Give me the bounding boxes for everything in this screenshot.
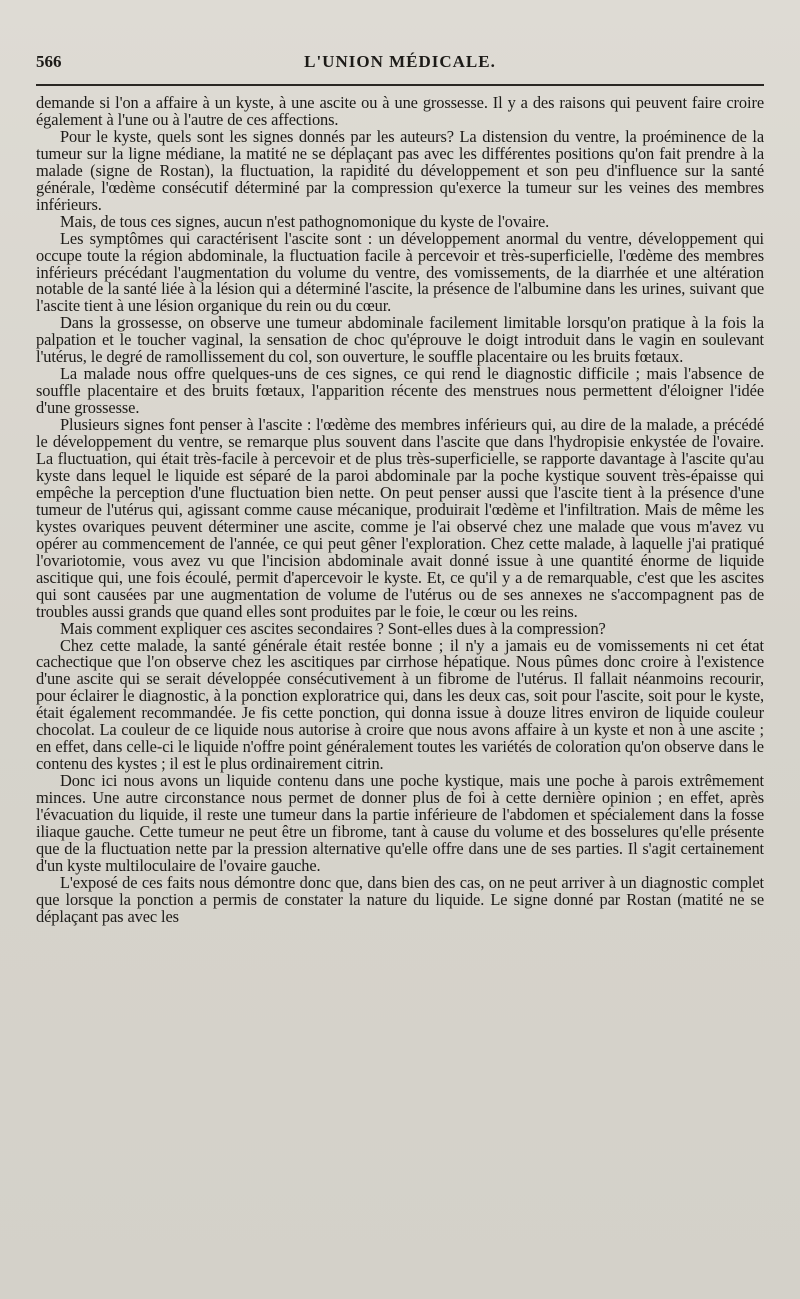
paragraph: La malade nous offre quelques-uns de ces signes, ce qui rend le diagnostic difficile ; mais l'absence de souffle placentaire et des bruits fœtaux, l'apparition récente des menstrues nous permettent d'éloigner l'idée d'une grossesse. [36,364,764,418]
paragraph: Mais, de tous ces signes, aucun n'est pathognomonique du kyste de l'ovaire. [60,211,550,231]
paragraph: L'exposé de ces faits nous démontre donc que, dans bien des cas, on ne peut arriver à un diagnostic complet que lorsque la ponction a permis de constater la nature du liquide. Le signe donné par Rostan (matité ne se déplaçant pas avec les [36,872,764,926]
running-title: L'UNION MÉDICALE. [304,52,496,71]
paragraph: Chez cette malade, la santé générale était restée bonne ; il n'y a jamais eu de vomissements ni cet état cachectique que l'on observe chez les ascitiques par cirrhose hépatique. Nous pûmes donc croire à l'existence d'une ascite qui se serait développée consécutivement à un fibrome de l'utérus. Il fallait néanmoins recourir, pour éclairer le diagnostic, à la ponction exploratrice qui, dans les deux cas, soit pour l'ascite, soit pour le kyste, était également recommandée. Je fis cette ponction, qui donna issue à douze litres environ de liquide couleur chocolat. La couleur de ce liquide nous autorise à croire que nous avons affaire à un kyste et non à une ascite ; en effet, dans celle-ci le liquide n'offre point généralement toutes les variétés de coloration qu'on observe dans le contenu des kystes ; il est le plus ordinairement citrin. [36,635,764,774]
header-rule [36,84,764,86]
paragraph: Plusieurs signes font penser à l'ascite : l'œdème des membres inférieurs qui, au dire de la malade, a précédé le développement du ventre, se remarque plus souvent dans l'ascite que dans l'hydropisie enkystée de l'ovaire. La fluctuation, qui était très-facile à percevoir et de plus très-superficielle, se rapporte davantage à l'ascite qu'au kyste dans lequel le liquide est séparé de la paroi abdominale par la poche kystique souvent très-épaisse qui empêche la perception d'une fluctuation bien nette. On peut penser aussi que l'ascite tient à la présence d'une tumeur de l'utérus qui, agissant comme cause mécanique, produirait l'œdème et l'infiltration. Mais de même les kystes ovariques peuvent déterminer une ascite, comme je l'ai observé chez une malade que vous m'avez vu opérer au commencement de l'année, ce qui peut gêner l'exploration. Chez cette malade, à laquelle j'ai pratiqué l'ovariotomie, vous avez vu que l'incision abdominale avait donné issue à une quantité énorme de liquide ascitique qui, une fois écoulé, permit d'apercevoir le kyste. Et, ce qu'il y a de remarquable, c'est que les ascites qui sont causées par une augmentation de volume de l'utérus ou de ses annexes ne s'accompagnent pas de troubles aussi grands que quand elles sont produites par le foie, le cœur ou les reins. [36,415,764,621]
body-text [36,95,764,926]
paragraph: Pour le kyste, quels sont les signes donnés par les auteurs? La distension du ventre, la proéminence de la tumeur sur la ligne médiane, la matité ne se déplaçant pas avec les différentes positions qu'on fait prendre à la malade (signe de Rostan), la fluctuation, la rapidité du développement et son peu d'influence sur la santé générale, l'œdème consécutif déterminé par la compression qu'exerce la tumeur sur les veines des membres inférieurs. [36,126,764,214]
paragraph: Mais comment expliquer ces ascites secondaires ? Sont-elles dues à la compression? [60,618,606,638]
page-header [36,52,764,76]
paragraph: demande si l'on a affaire à un kyste, à une ascite ou à une grossesse. Il y a des raisons qui peuvent faire croire également à l'une ou à l'autre de ces affections. [36,93,764,129]
page-number: 566 [36,52,62,71]
paragraph: Dans la grossesse, on observe une tumeur abdominale facilement limitable lorsqu'on pratique à la fois la palpation et le toucher vaginal, la sensation de choc qu'éprouve le doigt introduit dans le vagin en soulevant l'utérus, le degré de ramollissement du col, son ouverture, le souffle placentaire ou les bruits fœtaux. [36,313,764,367]
paragraph: Donc ici nous avons un liquide contenu dans une poche kystique, mais une poche à parois extrêmement minces. Une autre circonstance nous permet de donner plus de foi à cette dernière opinion ; en effet, après l'évacuation du liquide, il reste une tumeur dans la partie inférieure de l'abdomen et spécialement dans la fosse iliaque gauche. Cette tumeur ne peut être un fibrome, tant à cause du volume et des bosselures qu'elle présente que de la fluctuation nette par la pression alternative qu'elle offre dans une de ses parties. Il s'agit certainement d'un kyste multiloculaire de l'ovaire gauche. [36,771,764,875]
paragraph: Les symptômes qui caractérisent l'ascite sont : un développement anormal du ventre, développement qui occupe toute la région abdominale, la fluctuation facile à percevoir et très-superficielle, l'œdème des membres inférieurs précédant l'augmentation du volume du ventre, des vomissements, de la diarrhée et une altération notable de la santé liée à la lésion qui a déterminé l'ascite, la présence de l'albumine dans les urines, suivant que l'ascite tient à une lésion organique du rein ou du cœur. [36,228,764,316]
